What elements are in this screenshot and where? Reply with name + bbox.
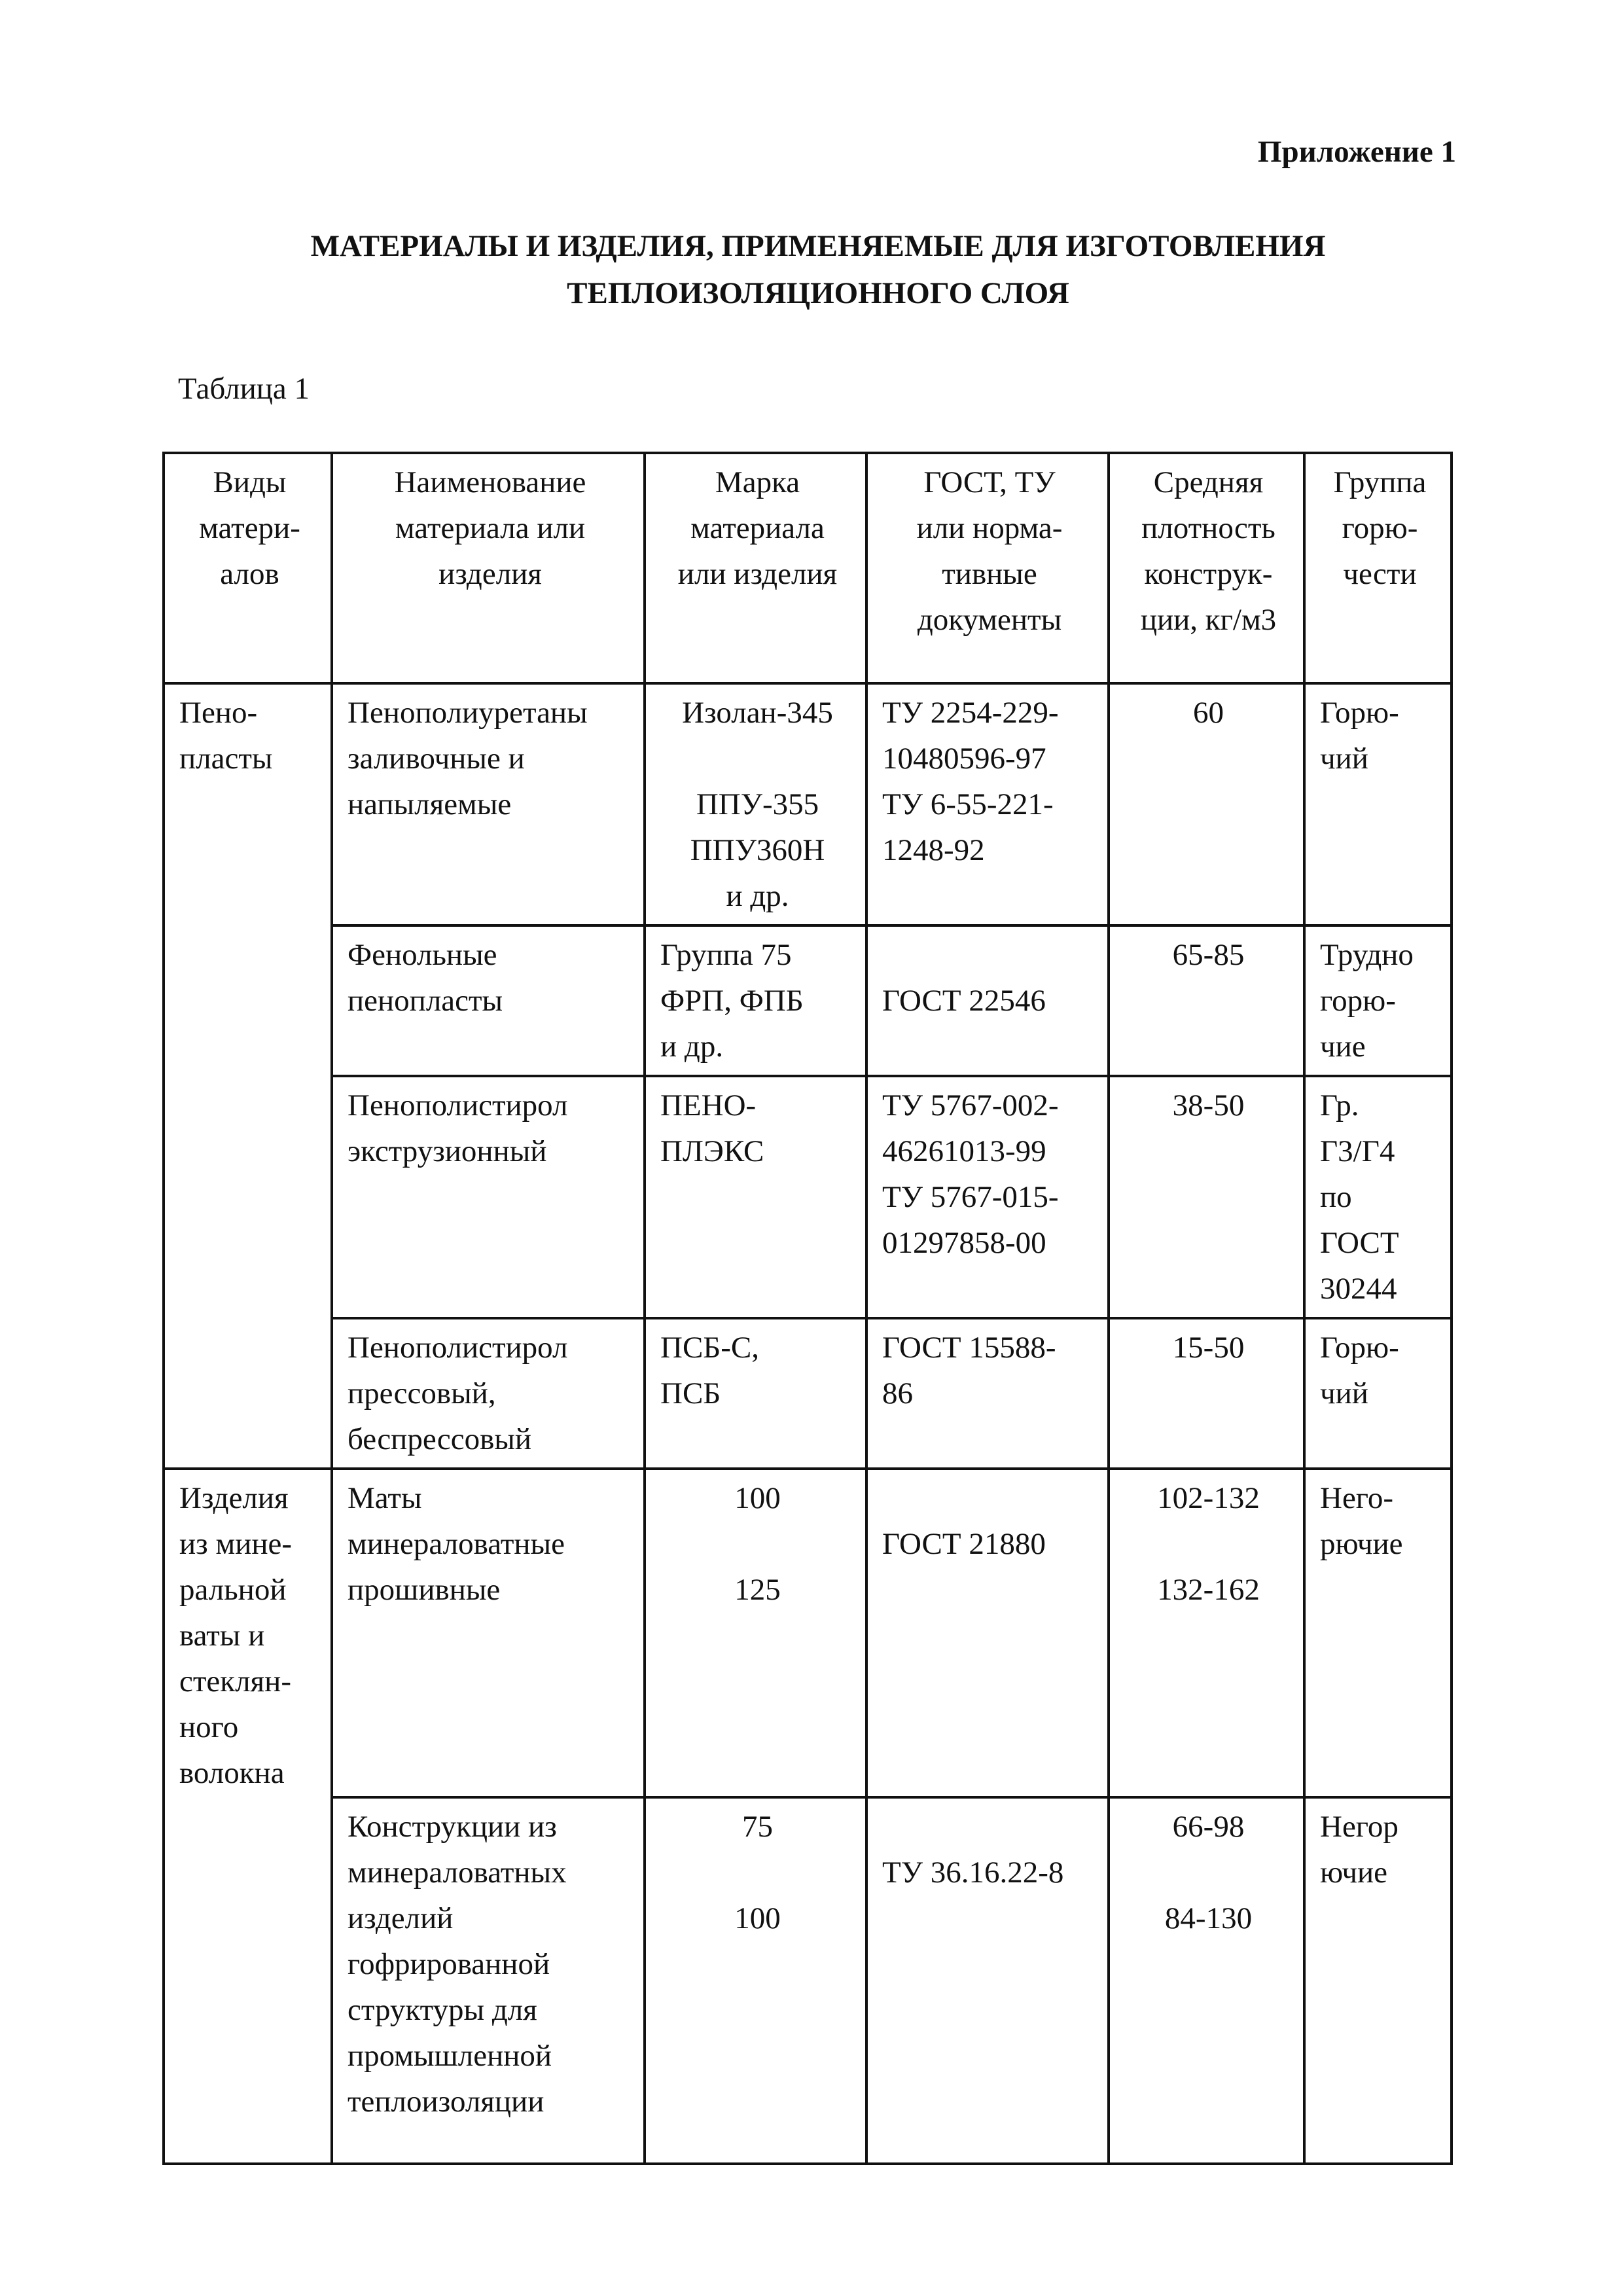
group-foam: Пено- пласты (164, 683, 332, 1469)
header-gost: ГОСТ, ТУ или норма- тивные документы (866, 453, 1109, 683)
cell-name: Фенольные пенопласты (332, 925, 645, 1076)
cell-gost: ТУ 36.16.22-8 (866, 1797, 1109, 2164)
cell-name: Маты минераловатные прошивные (332, 1469, 645, 1797)
cell-brand: Изолан-345 ППУ-355 ППУ360Н и др. (645, 683, 866, 925)
cell-brand: 75 100 (645, 1797, 866, 2164)
header-density: Средняя плотность конструк- ции, кг/м3 (1109, 453, 1304, 683)
cell-gost: ТУ 5767-002- 46261013-99 ТУ 5767-015- 01297858-00 (866, 1076, 1109, 1318)
cell-density: 65-85 (1109, 925, 1304, 1076)
cell-density: 66-98 84-130 (1109, 1797, 1304, 2164)
cell-flammability: Него- рючие (1304, 1469, 1452, 1797)
cell-name: Пенополистирол прессовый, беспрессовый (332, 1318, 645, 1469)
title-line-2: ТЕПЛОИЗОЛЯЦИОННОГО СЛОЯ (567, 276, 1069, 310)
cell-brand: ПЕНО- ПЛЭКС (645, 1076, 866, 1318)
cell-flammability: Горю- чий (1304, 683, 1452, 925)
table-label: Таблица 1 (178, 372, 310, 406)
cell-name: Пенополиуретаны заливочные и напыляемые (332, 683, 645, 925)
cell-name: Конструкции из минераловатных изделий гофрированной структуры для промышленной теплоизоляции (332, 1797, 645, 2164)
cell-flammability: Горю- чий (1304, 1318, 1452, 1469)
cell-gost: ГОСТ 22546 (866, 925, 1109, 1076)
table-row (164, 1469, 1452, 1797)
group-mineral: Изделия из мине- ральной ваты и стеклян- ного волокна (164, 1469, 332, 2164)
cell-gost: ТУ 2254-229- 10480596-97 ТУ 6-55-221- 1248-92 (866, 683, 1109, 925)
table-row (164, 1076, 1452, 1318)
header-name: Наименование материала или изделия (332, 453, 645, 683)
header-brand: Марка материала или изделия (645, 453, 866, 683)
cell-brand: ПСБ-С, ПСБ (645, 1318, 866, 1469)
cell-density: 38-50 (1109, 1076, 1304, 1318)
table-row (164, 1797, 1452, 2164)
cell-gost: ГОСТ 21880 (866, 1469, 1109, 1797)
header-row (164, 453, 1452, 683)
cell-density: 15-50 (1109, 1318, 1304, 1469)
document-title (164, 223, 1472, 317)
header-kind: Виды матери- алов (164, 453, 332, 683)
cell-name: Пенополистирол экструзионный (332, 1076, 645, 1318)
cell-flammability: Трудно горю- чие (1304, 925, 1452, 1076)
cell-flammability: Гр. Г3/Г4 по ГОСТ 30244 (1304, 1076, 1452, 1318)
materials-table (162, 452, 1453, 2165)
cell-brand: Группа 75 ФРП, ФПБ и др. (645, 925, 866, 1076)
header-flammability: Группа горю- чести (1304, 453, 1452, 683)
cell-flammability: Негор ючие (1304, 1797, 1452, 2164)
cell-gost: ГОСТ 15588- 86 (866, 1318, 1109, 1469)
table-row (164, 925, 1452, 1076)
cell-density: 60 (1109, 683, 1304, 925)
title-line-1: МАТЕРИАЛЫ И ИЗДЕЛИЯ, ПРИМЕНЯЕМЫЕ ДЛЯ ИЗГОТОВЛЕНИЯ (310, 229, 1326, 263)
table-row (164, 1318, 1452, 1469)
table-row (164, 683, 1452, 925)
cell-brand: 100 125 (645, 1469, 866, 1797)
appendix-label: Приложение 1 (1257, 135, 1456, 169)
cell-density: 102-132 132-162 (1109, 1469, 1304, 1797)
